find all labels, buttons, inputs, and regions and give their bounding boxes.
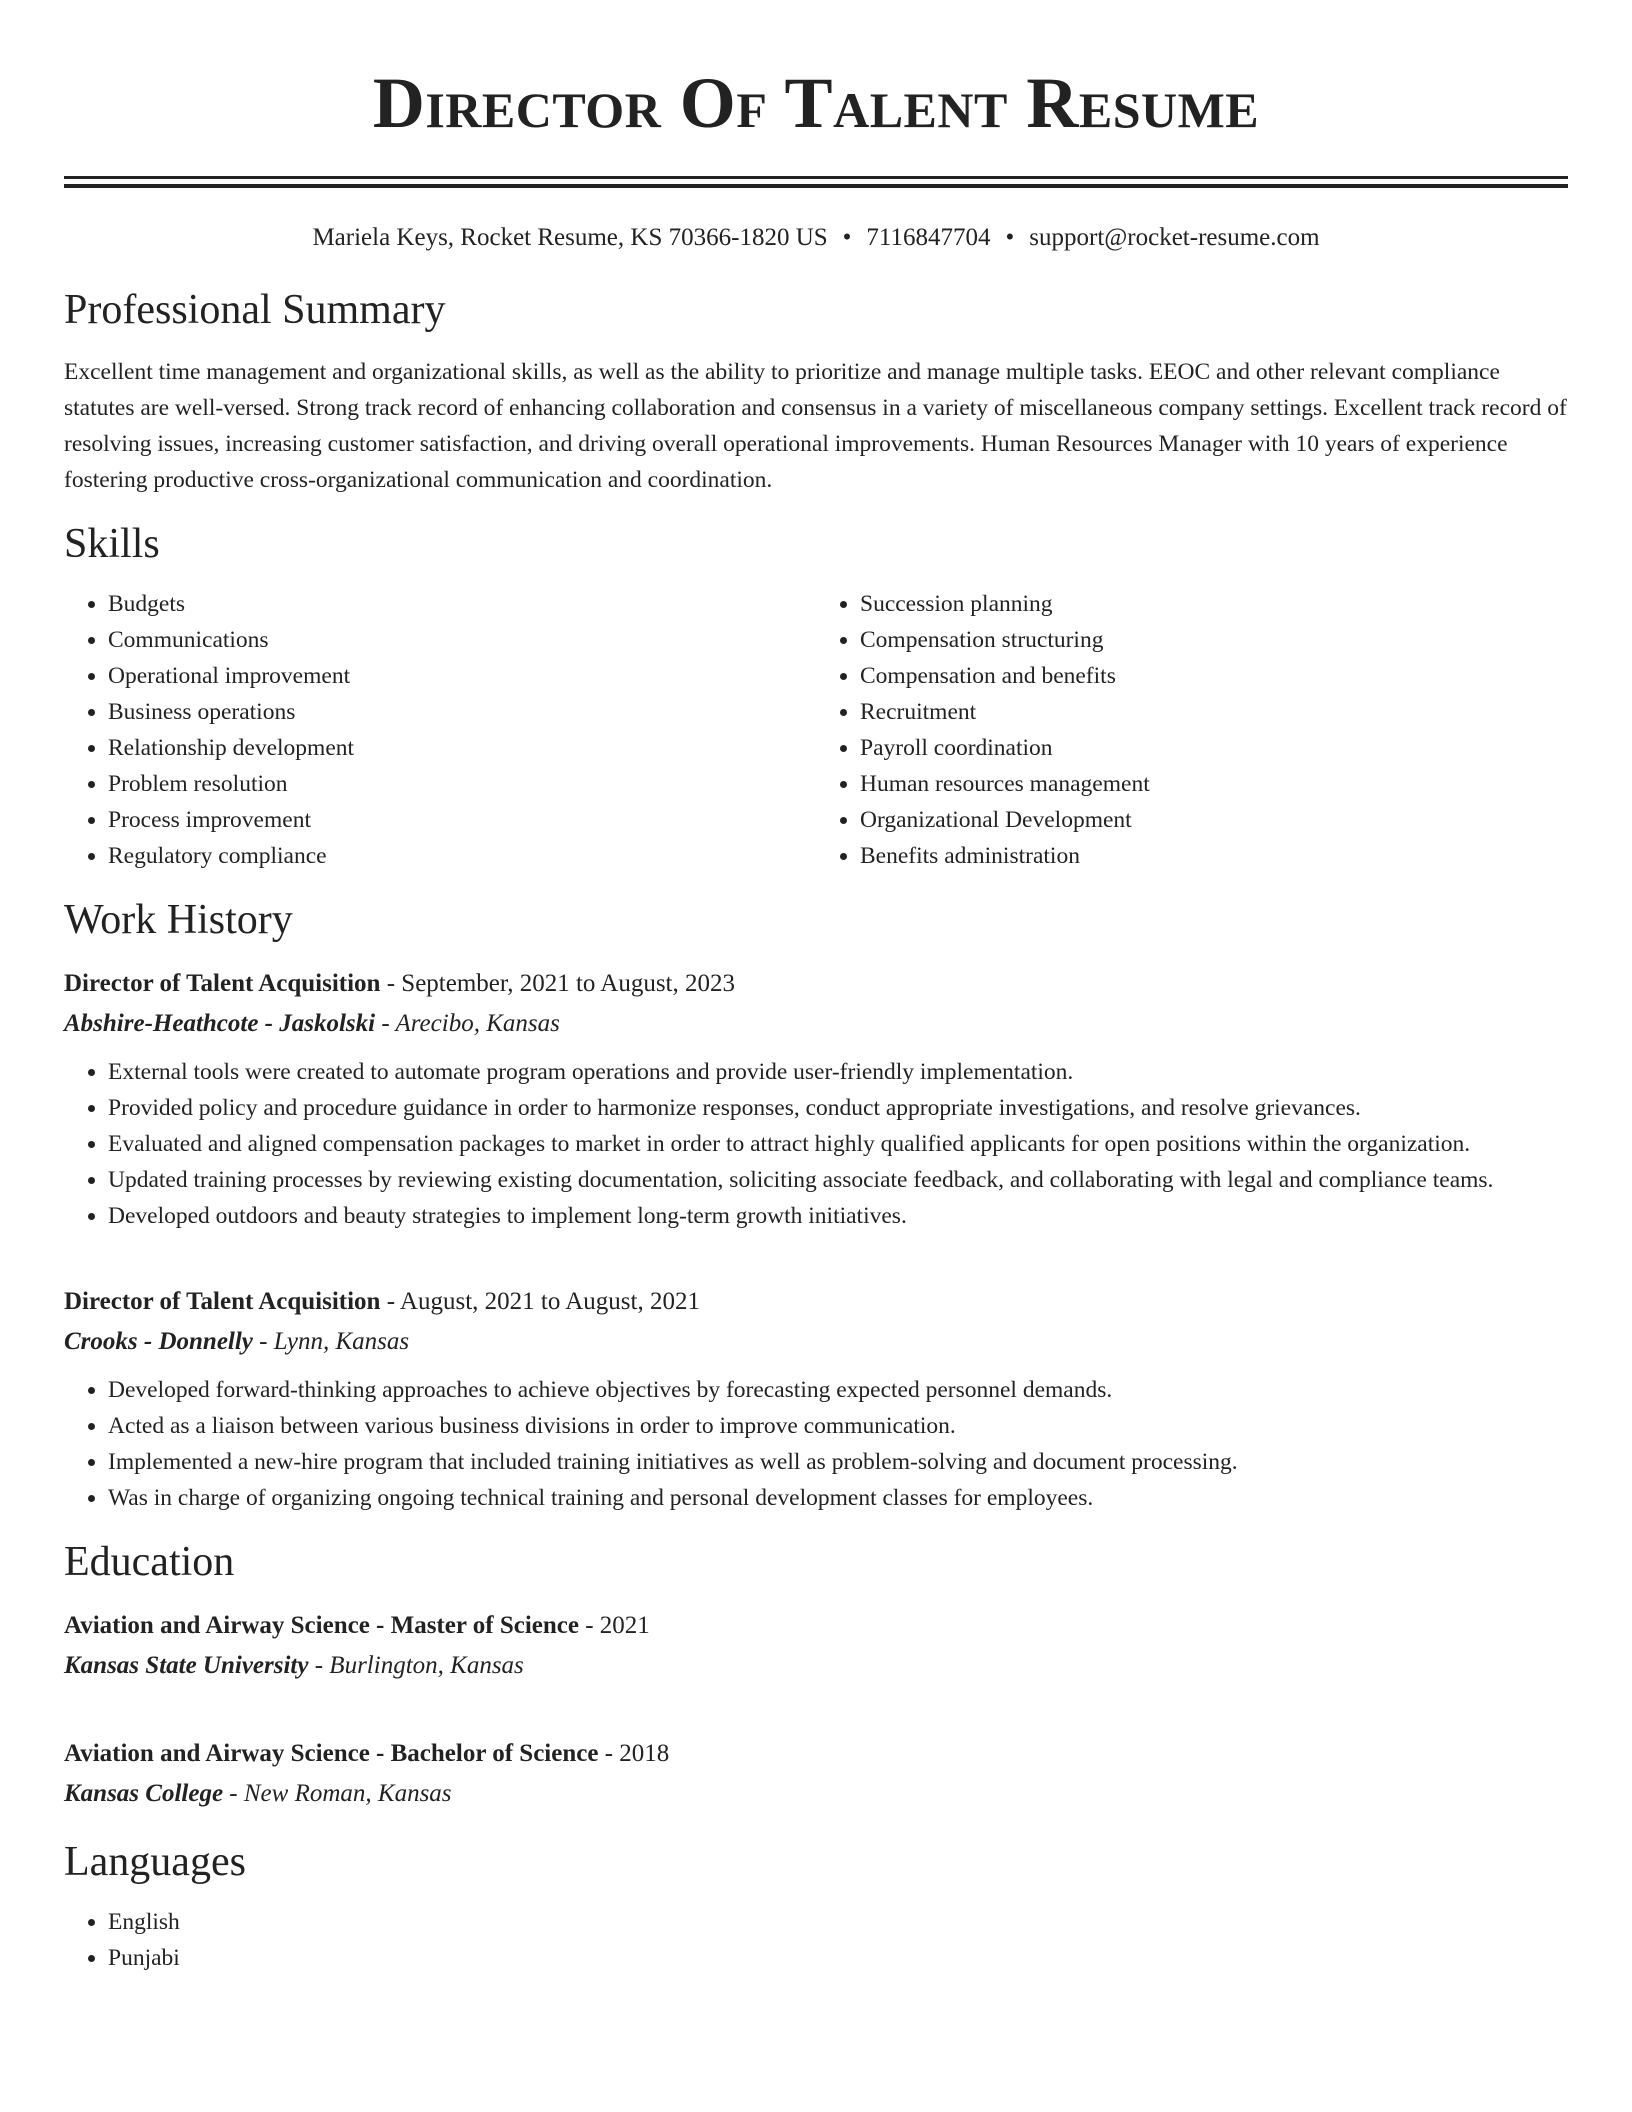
work-section xyxy=(64,894,1568,1516)
title-divider xyxy=(64,176,1568,188)
job-bullets xyxy=(64,1054,1568,1234)
job-spacer xyxy=(64,1234,1568,1264)
job-title: Director of Talent Acquisition xyxy=(64,970,381,997)
resume-title: Director Of Talent Resume xyxy=(372,63,1260,143)
skills-list-left xyxy=(64,586,816,874)
skill-item: • Human resources management xyxy=(860,766,1568,802)
education-school-line xyxy=(64,1774,1568,1814)
education-year: - 2018 xyxy=(598,1740,670,1767)
job-location: - Lynn, Kansas xyxy=(252,1328,410,1355)
job-company: Crooks - Donnelly xyxy=(64,1328,253,1355)
job-bullet: • External tools were created to automate program operations and provide user-friendly implementation. xyxy=(108,1054,1568,1090)
language-item: • Punjabi xyxy=(108,1940,1568,1976)
education-school: Kansas State University xyxy=(64,1652,309,1679)
job-bullet: • Developed outdoors and beauty strategies to implement long-term growth initiatives. xyxy=(108,1198,1568,1234)
summary-section xyxy=(64,284,1568,498)
job-bullet: • Evaluated and aligned compensation packages to market in order to attract highly qualified applicants for open positions within the organization. xyxy=(108,1126,1568,1162)
job-bullet: • Acted as a liaison between various business divisions in order to improve communication. xyxy=(108,1408,1568,1444)
contact-line xyxy=(64,222,1568,254)
job-bullets xyxy=(64,1372,1568,1516)
job-company-line xyxy=(64,1004,1568,1044)
skill-item: • Budgets xyxy=(108,586,816,622)
job-title-line xyxy=(64,1282,1568,1322)
job-title-line xyxy=(64,964,1568,1004)
education-degree: Aviation and Airway Science - Master of Science xyxy=(64,1612,579,1639)
job-company-line xyxy=(64,1322,1568,1362)
skill-item: • Process improvement xyxy=(108,802,816,838)
education-spacer xyxy=(64,1686,1568,1716)
education-degree-line xyxy=(64,1734,1568,1774)
education-degree-line xyxy=(64,1606,1568,1646)
education-location: - Burlington, Kansas xyxy=(308,1652,524,1679)
skill-item: • Regulatory compliance xyxy=(108,838,816,874)
job-title: Director of Talent Acquisition xyxy=(64,1288,381,1315)
skills-columns xyxy=(64,586,1568,874)
job-dates: - August, 2021 to August, 2021 xyxy=(380,1288,700,1315)
skill-item: • Relationship development xyxy=(108,730,816,766)
skill-item: • Problem resolution xyxy=(108,766,816,802)
skill-item: • Benefits administration xyxy=(860,838,1568,874)
education-degree: Aviation and Airway Science - Bachelor of Science xyxy=(64,1740,599,1767)
languages-list xyxy=(64,1904,1568,1976)
job-bullet: • Updated training processes by reviewing existing documentation, soliciting associate feedback, and collaborating with legal and compliance teams. xyxy=(108,1162,1568,1198)
education-list xyxy=(64,1606,1568,1814)
skill-item: • Compensation and benefits xyxy=(860,658,1568,694)
job-bullet: • Was in charge of organizing ongoing technical training and personal development classes for employees. xyxy=(108,1480,1568,1516)
summary-text: Excellent time management and organizational skills, as well as the ability to prioritize and manage multiple tasks. EEOC and other relevant compliance statutes are well-versed. Strong track record of enhancing collaboration and consensus in a variety of miscellaneous company settings. Excellent track record of resolving issues, increasing customer satisfaction, and driving overall operational improvements. Human Resources Manager with 10 years of experience fostering productive cross-organizational communication and coordination. xyxy=(64,359,1567,493)
contact-phone: 7116847704 xyxy=(866,224,991,251)
skills-list-right xyxy=(816,586,1568,874)
education-year: - 2021 xyxy=(578,1612,650,1639)
job-list xyxy=(64,964,1568,1516)
education-entry xyxy=(64,1734,1568,1814)
summary-heading: Professional Summary xyxy=(64,287,446,333)
job-company: Abshire-Heathcote - Jaskolski xyxy=(64,1010,376,1037)
skill-item: • Communications xyxy=(108,622,816,658)
job-location: - Arecibo, Kansas xyxy=(375,1010,560,1037)
skill-item: • Compensation structuring xyxy=(860,622,1568,658)
skills-section xyxy=(64,518,1568,874)
languages-section xyxy=(64,1836,1568,1976)
contact-separator: • xyxy=(1005,224,1015,251)
education-location: - New Roman, Kansas xyxy=(223,1780,452,1807)
skills-heading: Skills xyxy=(64,521,160,567)
contact-separator: • xyxy=(842,224,852,251)
job-entry xyxy=(64,964,1568,1234)
job-bullet: • Implemented a new-hire program that included training initiatives as well as problem-solving and document processing. xyxy=(108,1444,1568,1480)
skill-item: • Recruitment xyxy=(860,694,1568,730)
education-school-line xyxy=(64,1646,1568,1686)
work-heading: Work History xyxy=(64,897,293,943)
education-school: Kansas College xyxy=(64,1780,224,1807)
contact-email[interactable]: support@rocket-resume.com xyxy=(1029,224,1320,251)
contact-address: Mariela Keys, Rocket Resume, KS 70366-1820 US xyxy=(312,224,828,251)
education-heading: Education xyxy=(64,1539,235,1585)
skill-item: • Succession planning xyxy=(860,586,1568,622)
job-bullet: • Provided policy and procedure guidance in order to harmonize responses, conduct appropriate investigations, and resolve grievances. xyxy=(108,1090,1568,1126)
skill-item: • Business operations xyxy=(108,694,816,730)
job-bullet: • Developed forward-thinking approaches to achieve objectives by forecasting expected personnel demands. xyxy=(108,1372,1568,1408)
job-entry xyxy=(64,1282,1568,1516)
skill-item: • Operational improvement xyxy=(108,658,816,694)
languages-heading: Languages xyxy=(64,1839,246,1885)
education-section xyxy=(64,1536,1568,1814)
job-dates: - September, 2021 to August, 2023 xyxy=(380,970,735,997)
skill-item: • Organizational Development xyxy=(860,802,1568,838)
education-entry xyxy=(64,1606,1568,1686)
skill-item: • Payroll coordination xyxy=(860,730,1568,766)
language-item: • English xyxy=(108,1904,1568,1940)
